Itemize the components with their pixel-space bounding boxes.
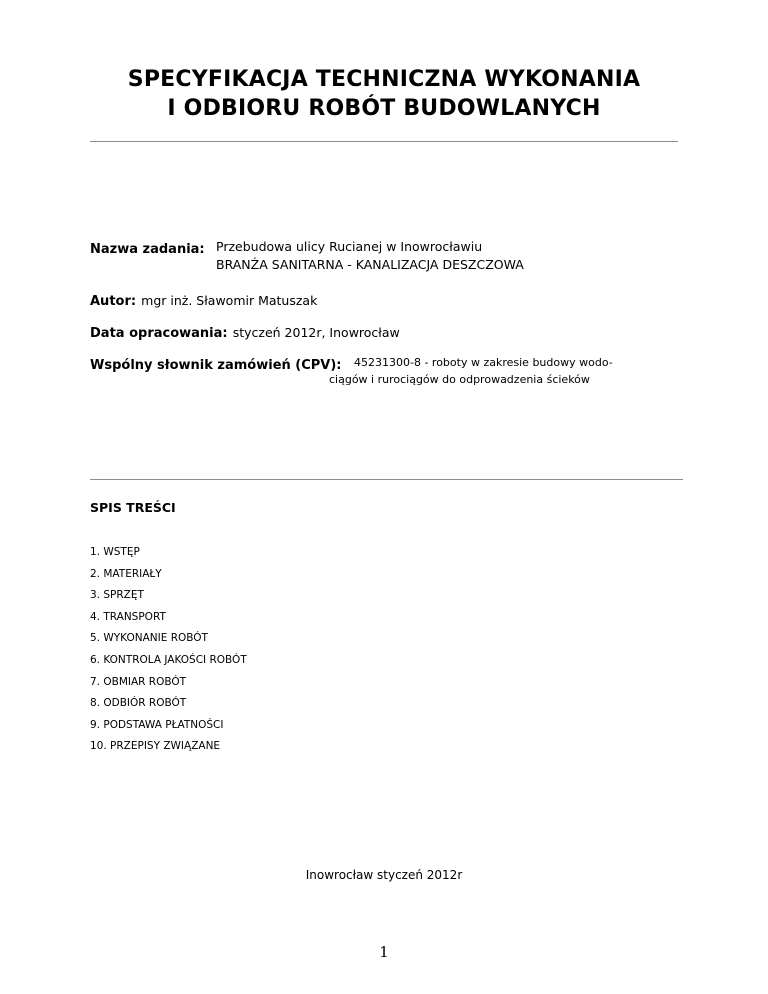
date-value: styczeń 2012r, Inowrocław xyxy=(232,325,400,340)
author-label: Autor: xyxy=(90,294,137,309)
toc-list xyxy=(90,545,247,761)
author-value: mgr inż. Sławomir Matuszak xyxy=(141,293,318,308)
cpv-row xyxy=(90,354,342,373)
date-label: Data opracowania: xyxy=(90,326,228,341)
document-title-line-2: I ODBIORU ROBÓT BUDOWLANYCH xyxy=(167,96,601,121)
toc-item: 1. WSTĘP xyxy=(90,546,140,558)
cpv-value-line-1: 45231300-8 - roboty w zakresie budowy wodo- xyxy=(354,356,613,369)
task-label: Nazwa zadania: xyxy=(90,242,205,257)
toc-divider xyxy=(90,479,683,480)
footer-place-date: Inowrocław styczeń 2012r xyxy=(305,868,463,882)
toc-item: 8. ODBIÓR ROBÓT xyxy=(90,697,187,710)
toc-item: 2. MATERIAŁY xyxy=(90,567,162,580)
toc-heading: SPIS TREŚCI xyxy=(90,500,176,515)
task-value-line-2: BRANŻA SANITARNA - KANALIZACJA DESZCZOWA xyxy=(216,257,524,272)
toc-item: 9. PODSTAWA PŁATNOŚCI xyxy=(90,718,224,731)
author-row xyxy=(90,290,317,309)
task-row xyxy=(90,238,205,257)
toc-item: 6. KONTROLA JAKOŚCI ROBÓT xyxy=(90,653,247,666)
toc-item: 7. OBMIAR ROBÓT xyxy=(90,675,187,688)
toc-item: 4. TRANSPORT xyxy=(90,610,166,623)
toc-item: 5. WYKONANIE ROBÓT xyxy=(90,632,208,645)
cpv-value-line-2: ciągów i rurociągów do odprowadzenia ścieków xyxy=(329,373,590,386)
page-number: 1 xyxy=(379,943,389,961)
date-row xyxy=(90,322,400,341)
task-value-line-1: Przebudowa ulicy Rucianej w Inowrocławiu xyxy=(216,239,483,254)
toc-item: 10. PRZEPISY ZWIĄZANE xyxy=(90,740,221,753)
document-title-line-1: SPECYFIKACJA TECHNICZNA WYKONANIA xyxy=(127,67,641,92)
cpv-label: Wspólny słownik zamówień (CPV): xyxy=(90,358,342,373)
header-divider xyxy=(90,141,678,142)
toc-item: 3. SPRZĘT xyxy=(90,589,144,602)
